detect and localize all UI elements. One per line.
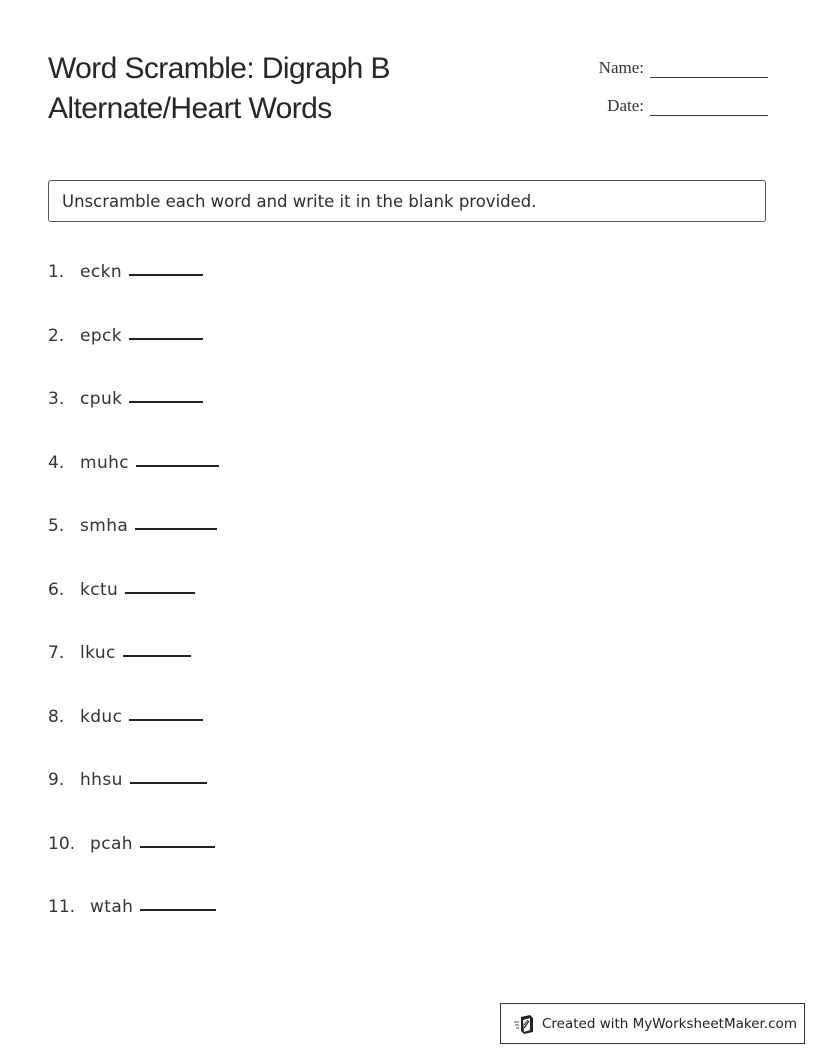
- scrambled-word: eckn: [80, 262, 123, 282]
- scrambled-word: kctu: [80, 579, 119, 600]
- scrambled-word: kduc: [80, 706, 123, 727]
- scrambled-word: smha: [80, 516, 129, 536]
- title-line-1: Word Scramble: Digraph B: [48, 52, 390, 85]
- answer-blank[interactable]: [135, 527, 217, 530]
- name-label: Name:: [598, 58, 644, 77]
- answer-blank[interactable]: [140, 908, 216, 911]
- list-item: [48, 516, 219, 580]
- item-number: 6.: [48, 579, 65, 600]
- item-number: 11.: [48, 897, 76, 917]
- list-item: [48, 834, 219, 898]
- answer-blank[interactable]: [129, 718, 203, 721]
- scrambled-word: pcah: [90, 833, 133, 854]
- date-row: [599, 90, 768, 116]
- item-number: 3.: [48, 389, 65, 409]
- scrambled-word: muhc: [80, 452, 130, 473]
- list-item: [48, 326, 219, 390]
- page-title: [48, 49, 528, 129]
- scrambled-word: lkuc: [80, 643, 116, 663]
- answer-blank[interactable]: [129, 400, 203, 403]
- scrambled-word: epck: [80, 325, 123, 346]
- item-number: 5.: [48, 516, 65, 536]
- item-number: 1.: [48, 262, 65, 282]
- answer-blank[interactable]: [129, 273, 203, 276]
- footer-text: Created with MyWorksheetMaker.com: [542, 1015, 797, 1032]
- item-number: 2.: [48, 325, 65, 346]
- item-number: 9.: [48, 770, 65, 790]
- worksheet-maker-logo-icon: [513, 1013, 535, 1035]
- list-item: [48, 643, 219, 707]
- item-number: 4.: [48, 452, 65, 473]
- title-line-2: Alternate/Heart Words: [48, 92, 332, 125]
- list-item: [48, 707, 219, 771]
- list-item: [48, 453, 219, 517]
- name-date-block: [599, 52, 768, 128]
- answer-blank[interactable]: [130, 781, 207, 784]
- instructions-box: [48, 180, 766, 222]
- answer-blank[interactable]: [129, 337, 203, 340]
- instructions-text: Unscramble each word and write it in the blank provided.: [62, 191, 537, 211]
- list-item: [48, 897, 219, 961]
- answer-blank[interactable]: [136, 464, 219, 467]
- item-number: 7.: [48, 643, 65, 663]
- name-row: [599, 52, 768, 78]
- scrambled-word: hhsu: [80, 770, 123, 790]
- answer-blank[interactable]: [123, 654, 191, 657]
- name-field[interactable]: [650, 55, 768, 78]
- date-field[interactable]: [650, 93, 768, 116]
- item-number: 8.: [48, 706, 65, 727]
- scrambled-word: cpuk: [80, 389, 123, 409]
- item-number: 10.: [48, 833, 76, 854]
- list-item: [48, 770, 219, 834]
- footer-badge[interactable]: [500, 1003, 805, 1044]
- list-item: [48, 580, 219, 644]
- list-item: [48, 389, 219, 453]
- answer-blank[interactable]: [125, 591, 195, 594]
- answer-blank[interactable]: [140, 845, 215, 848]
- list-item: [48, 262, 219, 326]
- word-list: [48, 262, 219, 961]
- date-label: Date:: [607, 96, 644, 115]
- scrambled-word: wtah: [90, 897, 134, 917]
